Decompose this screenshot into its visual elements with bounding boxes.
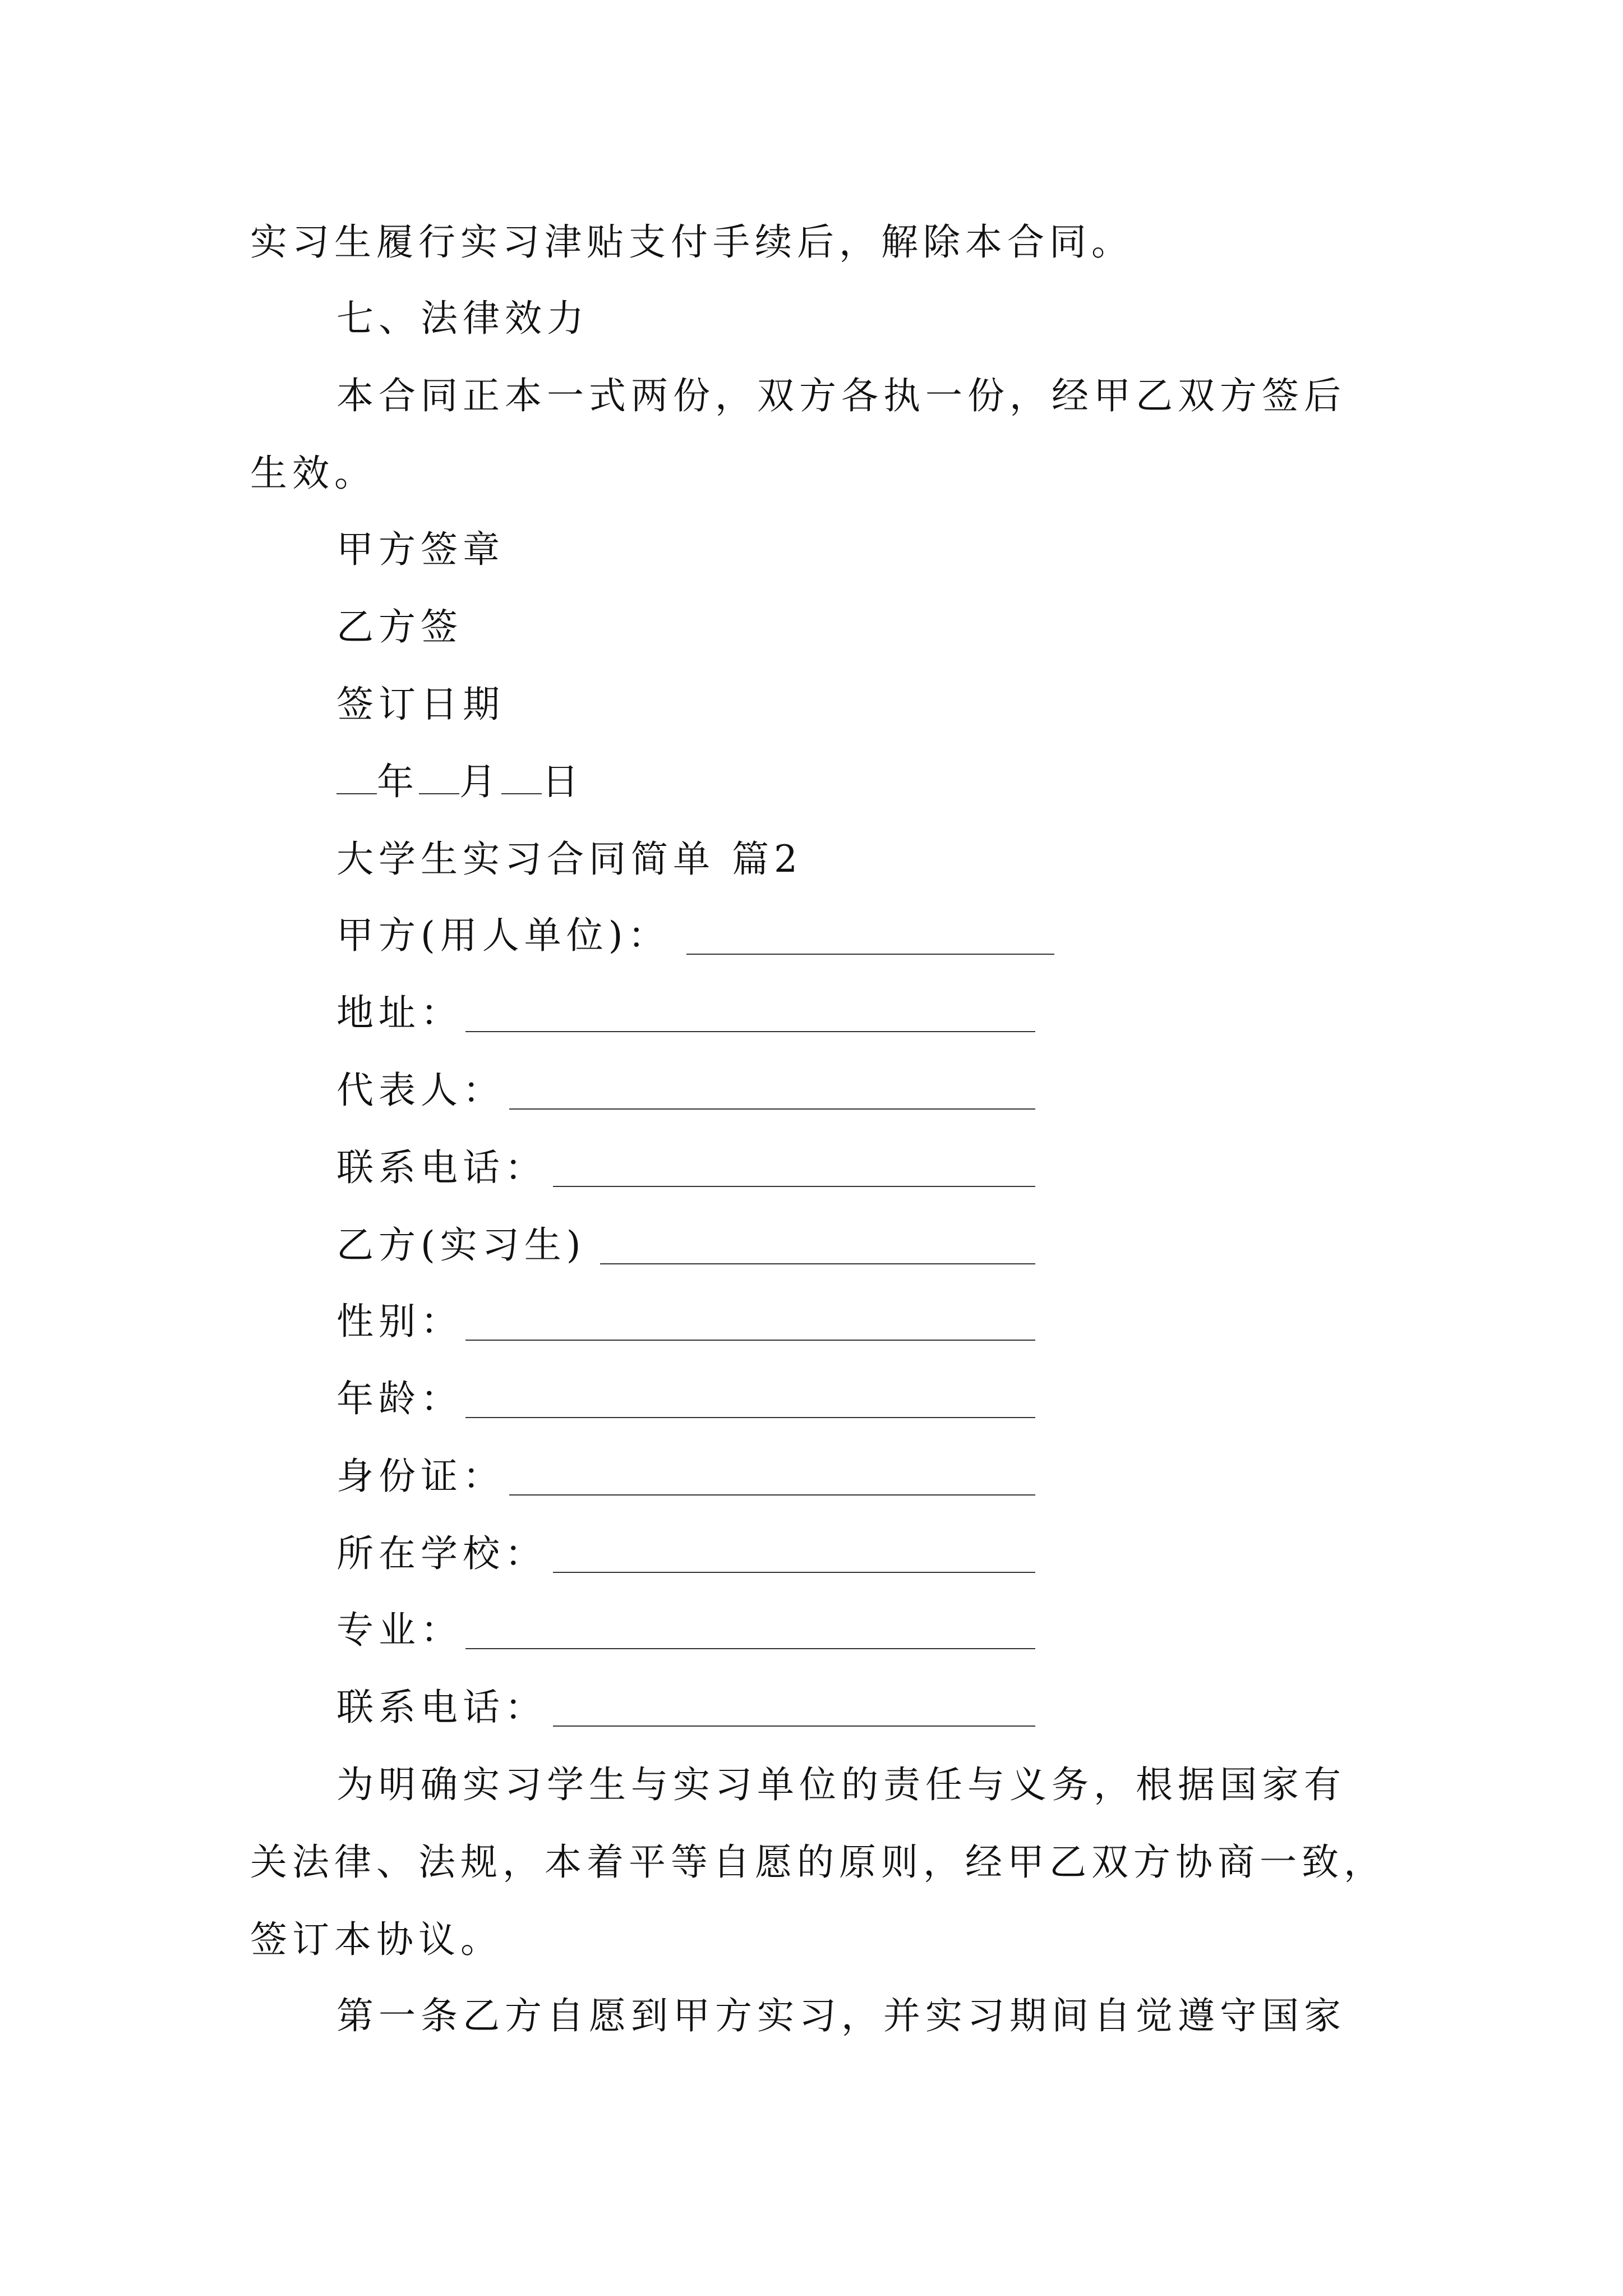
day-label: 日 <box>542 760 584 803</box>
paragraph-effect-line-1: 本合同正本一式两份，双方各执一份，经甲乙双方签后 <box>336 374 1346 417</box>
field-blank-phone-b[interactable] <box>553 1726 1035 1727</box>
field-label-representative: 代表人： <box>336 1069 505 1112</box>
field-blank-party-b[interactable] <box>600 1263 1035 1264</box>
paragraph-purpose-line-3: 签订本协议。 <box>250 1918 502 1961</box>
field-label-gender: 性别： <box>336 1300 463 1343</box>
section-heading-legal-effect: 七、法律效力 <box>336 297 589 340</box>
field-blank-gender[interactable] <box>465 1340 1035 1341</box>
paragraph-effect-line-2: 生效。 <box>250 452 376 495</box>
day-blank[interactable] <box>501 762 542 794</box>
field-label-phone-a: 联系电话： <box>336 1146 547 1189</box>
field-blank-address[interactable] <box>465 1031 1035 1032</box>
field-blank-party-a[interactable] <box>686 954 1054 955</box>
field-label-party-b: 乙方(实习生) <box>336 1223 586 1267</box>
field-label-phone-b: 联系电话： <box>336 1686 547 1729</box>
year-blank[interactable] <box>336 762 377 794</box>
year-label: 年 <box>377 760 419 803</box>
field-label-major: 专业： <box>336 1608 463 1651</box>
field-blank-age[interactable] <box>465 1417 1035 1418</box>
paragraph-purpose-line-2: 关法律、法规，本着平等自愿的原则，经甲乙双方协商一致， <box>250 1841 1386 1884</box>
month-label: 月 <box>459 760 501 803</box>
field-blank-phone-a[interactable] <box>553 1186 1035 1187</box>
field-blank-major[interactable] <box>465 1648 1035 1649</box>
contract-title-part-2: 大学生实习合同简单 篇2 <box>336 838 803 881</box>
month-blank[interactable] <box>419 762 459 794</box>
paragraph-purpose-line-1: 为明确实习学生与实习单位的责任与义务，根据国家有 <box>336 1763 1346 1806</box>
article-one-line-1: 第一条乙方自愿到甲方实习，并实习期间自觉遵守国家 <box>336 1994 1346 2037</box>
field-label-id-card: 身份证： <box>336 1455 505 1498</box>
field-blank-id-card[interactable] <box>509 1494 1035 1496</box>
field-blank-school[interactable] <box>553 1572 1035 1573</box>
paragraph-termination: 实习生履行实习津贴支付手续后，解除本合同。 <box>250 220 1133 264</box>
field-label-school: 所在学校： <box>336 1532 547 1575</box>
sign-date-label: 签订日期 <box>336 683 505 726</box>
field-blank-representative[interactable] <box>509 1108 1035 1110</box>
field-label-age: 年龄： <box>336 1377 463 1420</box>
field-label-party-a: 甲方(用人单位)： <box>336 914 670 957</box>
field-label-address: 地址： <box>336 991 463 1034</box>
party-a-signature-label: 甲方签章 <box>336 528 505 571</box>
date-blank-line <box>336 760 584 804</box>
party-b-signature-label: 乙方签 <box>336 605 463 648</box>
